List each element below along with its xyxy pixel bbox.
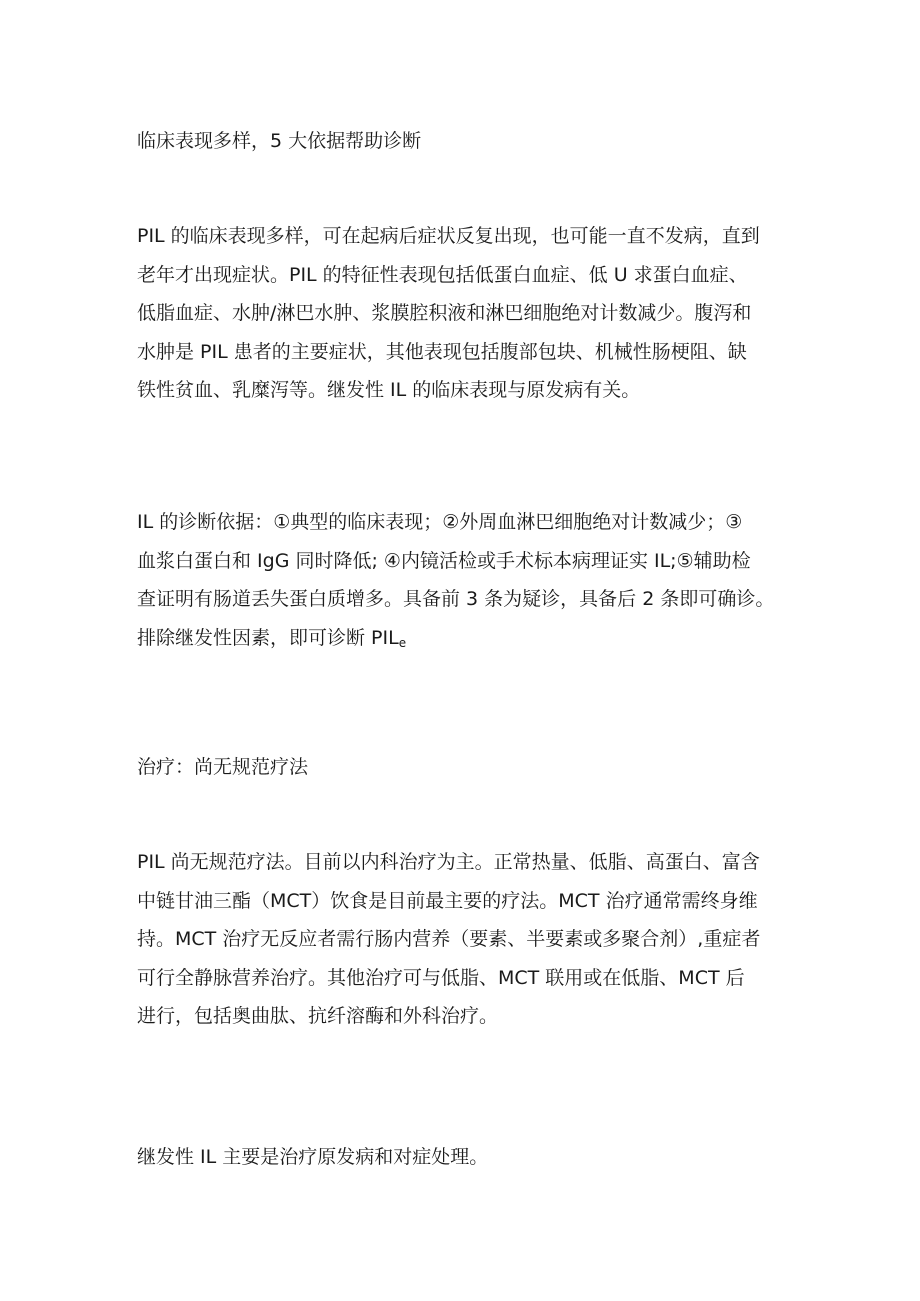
text-line: IL 的诊断依据：①典型的临床表现；②外周血淋巴细胞绝对计数减少；③	[137, 511, 743, 533]
text-line: 持。MCT 治疗无反应者需行肠内营养（要素、半要素或多聚合剂）,重症者	[137, 928, 761, 950]
text-line: 老年才出现症状。PIL 的特征性表现包括低蛋白血症、低 U 求蛋白血症、	[137, 263, 748, 286]
heading-text: 临床表现多样，5 大依据帮助诊断	[137, 130, 422, 152]
paragraph-secondary-il	[137, 1138, 797, 1177]
paragraph-treatment	[137, 843, 797, 1036]
paragraph-clinical-manifestations	[137, 217, 797, 410]
last-line-main: 排除继发性因素，即可诊断 PIL	[137, 626, 399, 649]
text-line: 血浆白蛋白和 IgG 同时降低; ④内镜活检或手术标本病理证实 IL;⑤辅助检	[137, 549, 751, 572]
text-line: 铁性贫血、乳糜泻等。继发性 IL 的临床表现与原发病有关。	[137, 379, 641, 401]
text-line: 查证明有肠道丢失蛋白质增多。具备前 3 条为疑诊，具备后 2 条即可确诊。	[137, 588, 775, 610]
text-line: 继发性 IL 主要是治疗原发病和对症处理。	[137, 1146, 489, 1168]
text-line: 进行，包括奥曲肽、抗纤溶酶和外科治疗。	[137, 1005, 499, 1027]
text-line: 可行全静脉营养治疗。其他治疗可与低脂、MCT 联用或在低脂、MCT 后	[137, 966, 745, 989]
text-line: 中链甘油三酯（MCT）饮食是目前最主要的疗法。MCT 治疗通常需终身维	[137, 889, 758, 912]
heading-text: 治疗：尚无规范疗法	[137, 756, 309, 778]
text-line-last	[137, 619, 797, 663]
text-line: PIL 的临床表现多样，可在起病后症状反复出现，也可能一直不发病，直到	[137, 225, 760, 247]
section-heading-treatment	[137, 748, 797, 787]
text-line: 水肿是 PIL 患者的主要症状，其他表现包括腹部包块、机械性肠梗阻、缺	[137, 340, 747, 363]
paragraph-diagnostic-criteria	[137, 503, 797, 662]
subscript-mark: e	[398, 635, 407, 650]
text-line: PIL 尚无规范疗法。目前以内科治疗为主。正常热量、低脂、高蛋白、富含	[137, 851, 760, 873]
section-heading-clinical	[137, 122, 797, 161]
text-line: 低脂血症、水肿/淋巴水肿、浆膜腔积液和淋巴细胞绝对计数减少。腹泻和	[137, 302, 752, 324]
